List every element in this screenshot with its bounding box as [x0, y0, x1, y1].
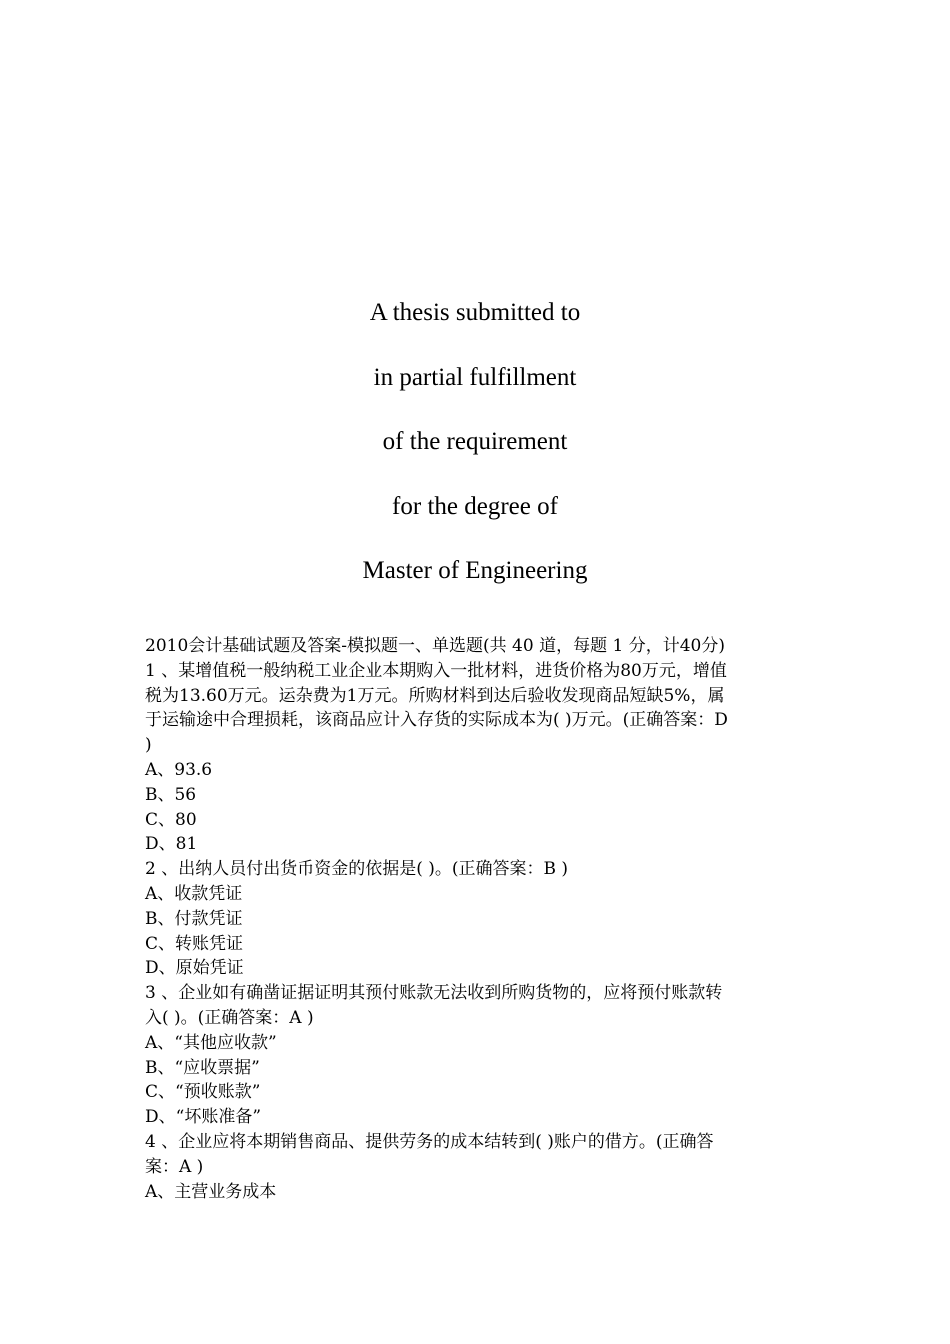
question-1-option-b: B、56 — [145, 784, 197, 805]
question-1-text: ) — [145, 735, 152, 756]
question-1-option-c: C、80 — [145, 809, 197, 830]
thesis-statement — [0, 288, 950, 611]
thesis-line-requirement: of the requirement — [382, 428, 568, 455]
question-3-option-d: D、“坏账准备” — [145, 1107, 262, 1128]
question-2-text: 2 、出纳人员付出货币资金的依据是( )。(正确答案：B ) — [145, 859, 569, 880]
exam-heading: 2010会计基础试题及答案-模拟题一、单选题(共 40 道，每题 1 分，计40分) — [145, 636, 725, 656]
question-4-text: 案：A ) — [145, 1156, 204, 1177]
question-2-option-b: B、付款凭证 — [145, 908, 243, 929]
thesis-line-degree: for the degree of — [392, 492, 558, 520]
question-4-option-a: A、主营业务成本 — [145, 1181, 277, 1202]
question-3-option-b: B、“应收票据” — [145, 1057, 260, 1078]
question-1-text: 税为13.60万元。运杂费为1万元。所购材料到达后验收发现商品短缺5%，属 — [145, 685, 725, 706]
question-3-text: 3 、企业如有确凿证据证明其预付账款无法收到所购货物的，应将预付账款转 — [145, 983, 723, 1004]
question-3-option-c: C、“预收账款” — [145, 1082, 261, 1103]
exam-content — [145, 634, 810, 1204]
question-2-option-a: A、收款凭证 — [145, 883, 243, 904]
thesis-line-master: Master of Engineering — [362, 557, 588, 584]
question-4-text: 4 、企业应将本期销售商品、提供劳务的成本结转到( )账户的借方。(正确答 — [145, 1131, 714, 1152]
thesis-line-submitted: A thesis submitted to — [369, 299, 581, 326]
question-1-option-a: A、93.6 — [145, 759, 213, 780]
question-1-text: 1 、某增值税一般纳税工业企业本期购入一批材料，进货价格为80万元，增值 — [145, 660, 727, 681]
question-1-text: 于运输途中合理损耗，该商品应计入存货的实际成本为( )万元。(正确答案：D — [145, 710, 728, 731]
thesis-line-partial: in partial fulfillment — [373, 363, 577, 391]
question-3-text: 入( )。(正确答案：A ) — [145, 1007, 314, 1028]
question-3-option-a: A、“其他应收款” — [145, 1032, 277, 1053]
question-1-option-d: D、81 — [145, 834, 198, 855]
question-2-option-c: C、转账凭证 — [145, 933, 244, 954]
question-2-option-d: D、原始凭证 — [145, 958, 244, 979]
